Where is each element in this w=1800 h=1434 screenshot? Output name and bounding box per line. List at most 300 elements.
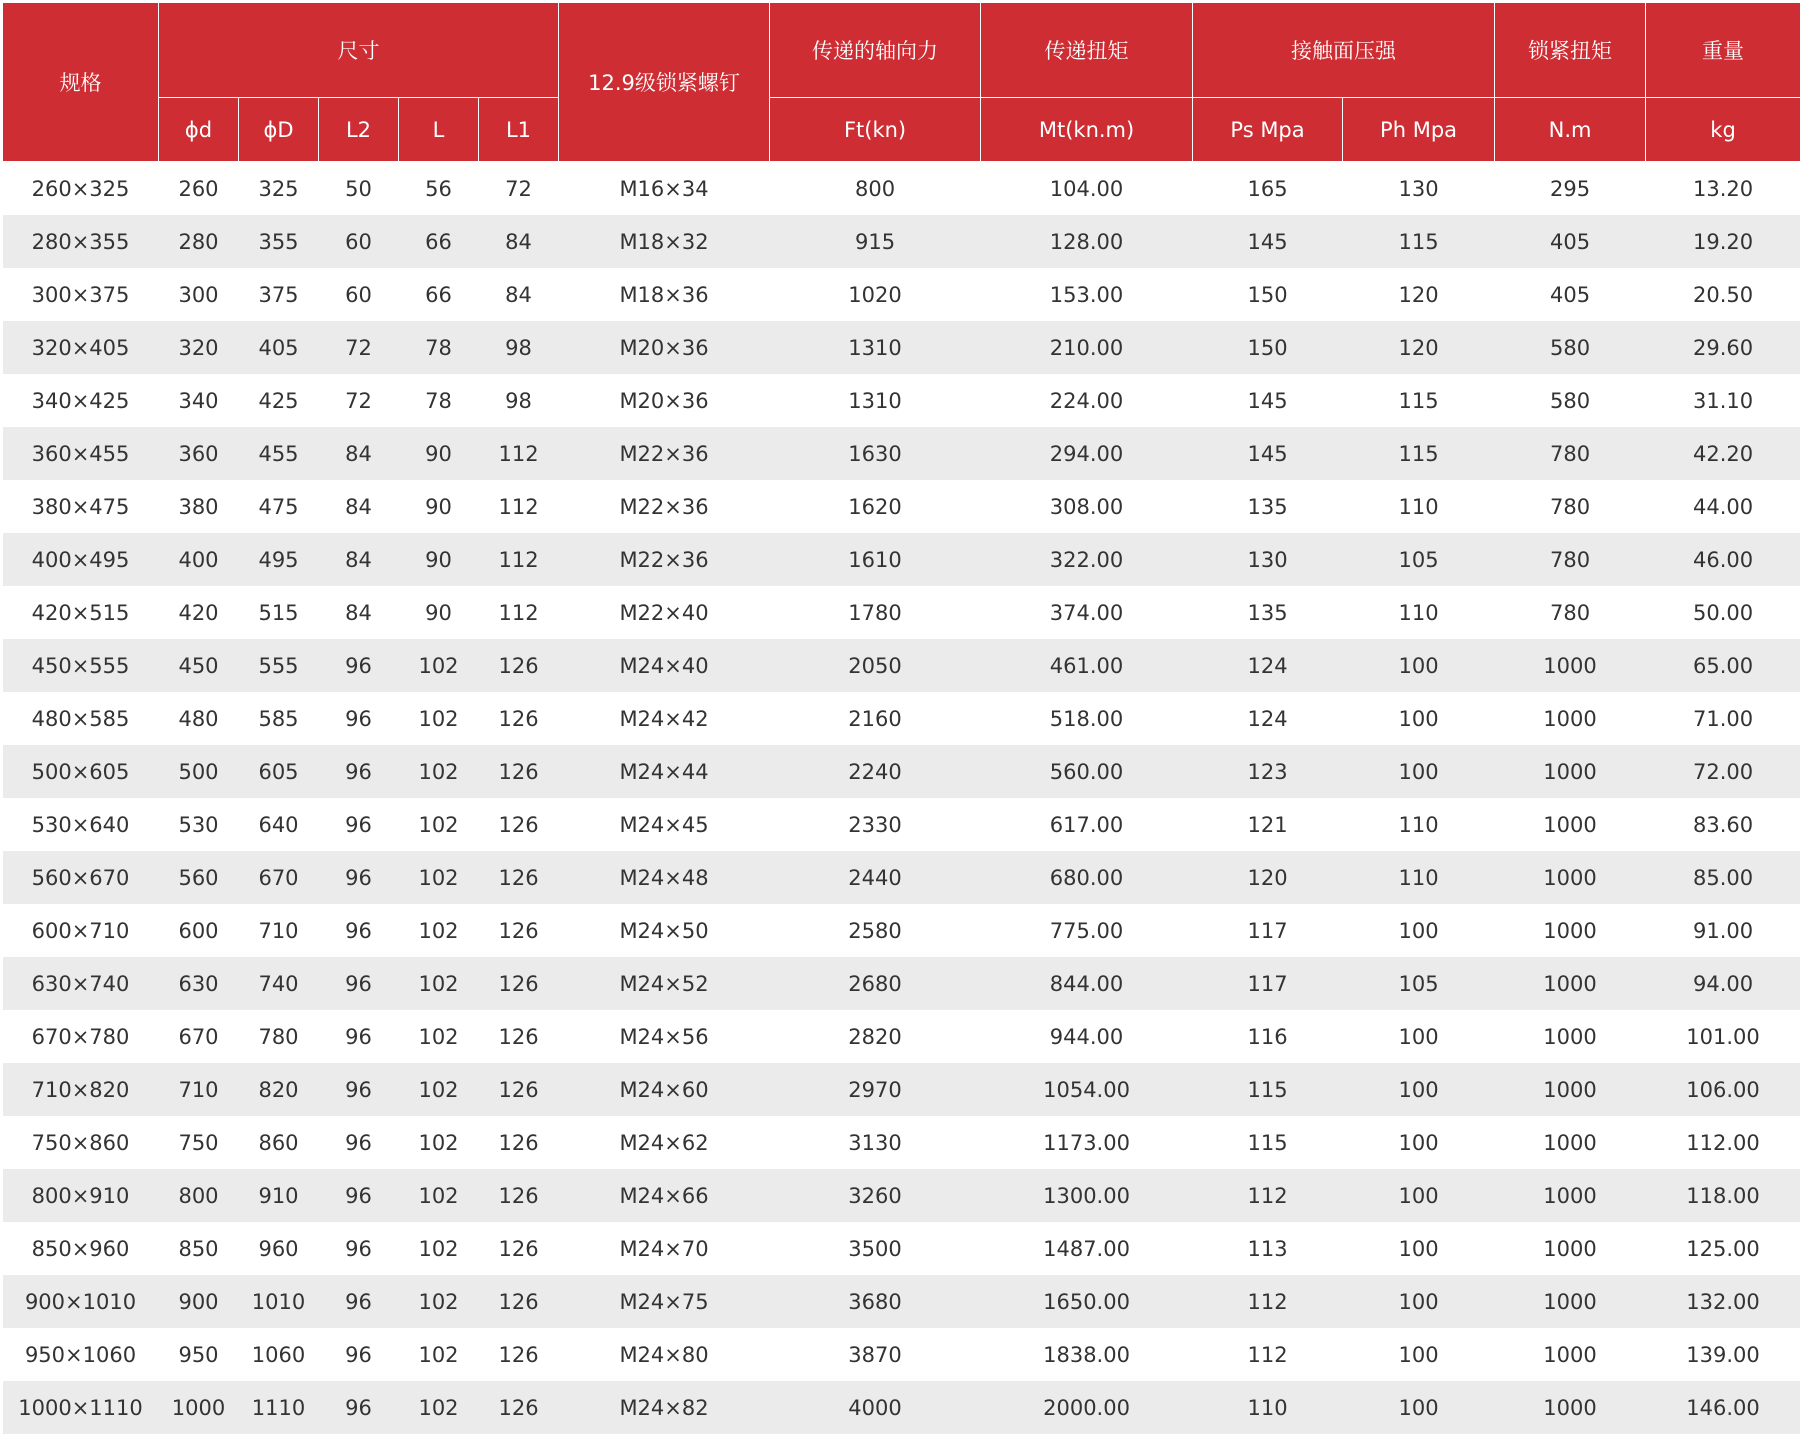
cell-locking-torque: 580 [1495, 374, 1646, 427]
cell-L: 102 [399, 957, 479, 1010]
cell-L2: 96 [319, 1381, 399, 1434]
cell-ph: 120 [1343, 321, 1495, 374]
cell-L: 90 [399, 427, 479, 480]
cell-mt: 2000.00 [981, 1381, 1193, 1434]
header-sub-L1: L1 [479, 98, 559, 162]
cell-bolt: M22×40 [559, 586, 770, 639]
cell-weight: 19.20 [1646, 215, 1800, 268]
cell-L1: 112 [479, 480, 559, 533]
cell-ps: 130 [1193, 533, 1343, 586]
cell-ft: 1630 [770, 427, 981, 480]
cell-mt: 1487.00 [981, 1222, 1193, 1275]
cell-ps: 112 [1193, 1169, 1343, 1222]
cell-L1: 126 [479, 904, 559, 957]
cell-ft: 1610 [770, 533, 981, 586]
table-row [3, 1169, 1800, 1222]
cell-L: 102 [399, 798, 479, 851]
cell-locking-torque: 780 [1495, 533, 1646, 586]
cell-locking-torque: 405 [1495, 268, 1646, 321]
cell-ft: 1310 [770, 321, 981, 374]
cell-spec: 450×555 [3, 639, 159, 692]
cell-ft: 2160 [770, 692, 981, 745]
table-row [3, 1116, 1800, 1169]
cell-D: 1010 [239, 1275, 319, 1328]
cell-locking-torque: 780 [1495, 480, 1646, 533]
cell-ft: 800 [770, 162, 981, 216]
cell-L: 90 [399, 586, 479, 639]
cell-locking-torque: 1000 [1495, 1169, 1646, 1222]
cell-spec: 560×670 [3, 851, 159, 904]
cell-ft: 2240 [770, 745, 981, 798]
cell-ft: 2050 [770, 639, 981, 692]
cell-L: 102 [399, 1169, 479, 1222]
cell-weight: 50.00 [1646, 586, 1800, 639]
cell-locking-torque: 1000 [1495, 692, 1646, 745]
cell-L: 102 [399, 1222, 479, 1275]
cell-locking-torque: 1000 [1495, 851, 1646, 904]
cell-spec: 710×820 [3, 1063, 159, 1116]
cell-ps: 145 [1193, 374, 1343, 427]
cell-ps: 112 [1193, 1275, 1343, 1328]
cell-L: 90 [399, 480, 479, 533]
cell-ft: 3500 [770, 1222, 981, 1275]
cell-mt: 1650.00 [981, 1275, 1193, 1328]
table-row [3, 1381, 1800, 1434]
cell-D: 515 [239, 586, 319, 639]
cell-weight: 91.00 [1646, 904, 1800, 957]
cell-weight: 71.00 [1646, 692, 1800, 745]
cell-d: 800 [159, 1169, 239, 1222]
cell-mt: 308.00 [981, 480, 1193, 533]
cell-L1: 98 [479, 374, 559, 427]
cell-weight: 29.60 [1646, 321, 1800, 374]
cell-L1: 126 [479, 1222, 559, 1275]
cell-d: 630 [159, 957, 239, 1010]
cell-L2: 96 [319, 851, 399, 904]
cell-spec: 380×475 [3, 480, 159, 533]
cell-D: 780 [239, 1010, 319, 1063]
cell-spec: 950×1060 [3, 1328, 159, 1381]
cell-ph: 100 [1343, 904, 1495, 957]
cell-d: 950 [159, 1328, 239, 1381]
cell-bolt: M24×60 [559, 1063, 770, 1116]
cell-L1: 126 [479, 798, 559, 851]
cell-D: 860 [239, 1116, 319, 1169]
cell-ph: 100 [1343, 1169, 1495, 1222]
table-row [3, 851, 1800, 904]
cell-bolt: M24×52 [559, 957, 770, 1010]
cell-L1: 72 [479, 162, 559, 216]
cell-spec: 800×910 [3, 1169, 159, 1222]
cell-ps: 124 [1193, 639, 1343, 692]
cell-D: 475 [239, 480, 319, 533]
header-row-top [3, 3, 1800, 98]
cell-spec: 500×605 [3, 745, 159, 798]
cell-D: 960 [239, 1222, 319, 1275]
cell-mt: 374.00 [981, 586, 1193, 639]
cell-L2: 96 [319, 1328, 399, 1381]
cell-d: 420 [159, 586, 239, 639]
cell-mt: 461.00 [981, 639, 1193, 692]
header-bolt: 12.9级锁紧螺钉 [559, 3, 770, 162]
table-row [3, 1222, 1800, 1275]
cell-ph: 110 [1343, 851, 1495, 904]
cell-locking-torque: 1000 [1495, 1063, 1646, 1116]
cell-weight: 125.00 [1646, 1222, 1800, 1275]
cell-bolt: M24×40 [559, 639, 770, 692]
cell-mt: 104.00 [981, 162, 1193, 216]
cell-locking-torque: 1000 [1495, 745, 1646, 798]
cell-L: 102 [399, 1381, 479, 1434]
cell-L2: 84 [319, 480, 399, 533]
cell-ft: 4000 [770, 1381, 981, 1434]
cell-L2: 72 [319, 321, 399, 374]
cell-D: 1110 [239, 1381, 319, 1434]
cell-bolt: M18×32 [559, 215, 770, 268]
cell-mt: 128.00 [981, 215, 1193, 268]
cell-ph: 110 [1343, 480, 1495, 533]
spec-table [2, 2, 1800, 1434]
cell-ph: 100 [1343, 1116, 1495, 1169]
cell-locking-torque: 1000 [1495, 1010, 1646, 1063]
cell-ps: 145 [1193, 427, 1343, 480]
cell-bolt: M18×36 [559, 268, 770, 321]
cell-D: 425 [239, 374, 319, 427]
cell-L1: 126 [479, 1116, 559, 1169]
cell-ph: 105 [1343, 533, 1495, 586]
table-row [3, 1010, 1800, 1063]
table-row [3, 533, 1800, 586]
cell-ph: 100 [1343, 1381, 1495, 1434]
cell-ph: 105 [1343, 957, 1495, 1010]
cell-spec: 480×585 [3, 692, 159, 745]
cell-spec: 900×1010 [3, 1275, 159, 1328]
cell-L: 102 [399, 639, 479, 692]
cell-spec: 280×355 [3, 215, 159, 268]
cell-bolt: M24×48 [559, 851, 770, 904]
cell-spec: 340×425 [3, 374, 159, 427]
cell-L1: 126 [479, 1010, 559, 1063]
cell-L2: 96 [319, 1222, 399, 1275]
cell-weight: 146.00 [1646, 1381, 1800, 1434]
cell-L2: 96 [319, 692, 399, 745]
cell-L: 102 [399, 1275, 479, 1328]
cell-L1: 126 [479, 1063, 559, 1116]
cell-bolt: M22×36 [559, 533, 770, 586]
cell-L: 102 [399, 745, 479, 798]
cell-ph: 100 [1343, 1010, 1495, 1063]
cell-locking-torque: 1000 [1495, 957, 1646, 1010]
cell-locking-torque: 1000 [1495, 1381, 1646, 1434]
cell-L2: 60 [319, 268, 399, 321]
cell-weight: 20.50 [1646, 268, 1800, 321]
cell-ph: 100 [1343, 1328, 1495, 1381]
cell-L2: 96 [319, 1063, 399, 1116]
cell-weight: 132.00 [1646, 1275, 1800, 1328]
cell-locking-torque: 1000 [1495, 904, 1646, 957]
cell-ft: 1310 [770, 374, 981, 427]
table-row [3, 321, 1800, 374]
cell-ft: 2820 [770, 1010, 981, 1063]
cell-L1: 126 [479, 1328, 559, 1381]
cell-L: 102 [399, 1116, 479, 1169]
cell-locking-torque: 405 [1495, 215, 1646, 268]
header-sub-mt: Mt(kn.m) [981, 98, 1193, 162]
header-sub-kg: kg [1646, 98, 1800, 162]
cell-locking-torque: 580 [1495, 321, 1646, 374]
cell-mt: 1173.00 [981, 1116, 1193, 1169]
header-spec: 规格 [3, 3, 159, 162]
cell-L1: 126 [479, 851, 559, 904]
header-sub-ph: Ph Mpa [1343, 98, 1495, 162]
cell-d: 850 [159, 1222, 239, 1275]
cell-weight: 106.00 [1646, 1063, 1800, 1116]
cell-ft: 2680 [770, 957, 981, 1010]
cell-spec: 420×515 [3, 586, 159, 639]
cell-ps: 135 [1193, 480, 1343, 533]
cell-ps: 115 [1193, 1116, 1343, 1169]
cell-ps: 120 [1193, 851, 1343, 904]
cell-d: 300 [159, 268, 239, 321]
cell-L1: 112 [479, 427, 559, 480]
cell-L1: 126 [479, 1275, 559, 1328]
cell-weight: 72.00 [1646, 745, 1800, 798]
cell-L1: 84 [479, 215, 559, 268]
cell-weight: 13.20 [1646, 162, 1800, 216]
cell-L2: 84 [319, 427, 399, 480]
cell-L: 102 [399, 1328, 479, 1381]
cell-locking-torque: 1000 [1495, 639, 1646, 692]
cell-bolt: M24×44 [559, 745, 770, 798]
cell-L2: 60 [319, 215, 399, 268]
cell-d: 530 [159, 798, 239, 851]
cell-bolt: M20×36 [559, 321, 770, 374]
header-locking-torque: 锁紧扭矩 [1495, 3, 1646, 98]
cell-mt: 680.00 [981, 851, 1193, 904]
header-weight: 重量 [1646, 3, 1800, 98]
cell-ph: 110 [1343, 798, 1495, 851]
cell-L2: 72 [319, 374, 399, 427]
cell-mt: 224.00 [981, 374, 1193, 427]
cell-ps: 135 [1193, 586, 1343, 639]
cell-locking-torque: 780 [1495, 427, 1646, 480]
cell-bolt: M24×56 [559, 1010, 770, 1063]
cell-locking-torque: 295 [1495, 162, 1646, 216]
cell-weight: 139.00 [1646, 1328, 1800, 1381]
header-sub-ps: Ps Mpa [1193, 98, 1343, 162]
cell-ps: 150 [1193, 268, 1343, 321]
cell-D: 585 [239, 692, 319, 745]
cell-bolt: M24×66 [559, 1169, 770, 1222]
header-sub-L: L [399, 98, 479, 162]
cell-mt: 617.00 [981, 798, 1193, 851]
cell-L1: 126 [479, 745, 559, 798]
cell-ft: 915 [770, 215, 981, 268]
cell-L2: 84 [319, 586, 399, 639]
table-row [3, 374, 1800, 427]
cell-bolt: M24×70 [559, 1222, 770, 1275]
cell-ph: 100 [1343, 692, 1495, 745]
cell-ph: 100 [1343, 639, 1495, 692]
cell-mt: 1838.00 [981, 1328, 1193, 1381]
cell-D: 710 [239, 904, 319, 957]
cell-spec: 630×740 [3, 957, 159, 1010]
cell-d: 710 [159, 1063, 239, 1116]
cell-bolt: M24×82 [559, 1381, 770, 1434]
cell-L2: 84 [319, 533, 399, 586]
table-row [3, 162, 1800, 216]
cell-mt: 518.00 [981, 692, 1193, 745]
header-torque: 传递扭矩 [981, 3, 1193, 98]
cell-ps: 123 [1193, 745, 1343, 798]
cell-spec: 530×640 [3, 798, 159, 851]
cell-ft: 1780 [770, 586, 981, 639]
cell-ft: 2970 [770, 1063, 981, 1116]
cell-d: 280 [159, 215, 239, 268]
cell-bolt: M24×50 [559, 904, 770, 957]
cell-d: 450 [159, 639, 239, 692]
cell-spec: 360×455 [3, 427, 159, 480]
cell-weight: 118.00 [1646, 1169, 1800, 1222]
cell-L: 90 [399, 533, 479, 586]
cell-locking-torque: 1000 [1495, 1275, 1646, 1328]
cell-ps: 116 [1193, 1010, 1343, 1063]
cell-ph: 100 [1343, 1275, 1495, 1328]
cell-mt: 210.00 [981, 321, 1193, 374]
cell-L: 66 [399, 268, 479, 321]
cell-ft: 1620 [770, 480, 981, 533]
cell-bolt: M20×36 [559, 374, 770, 427]
cell-spec: 260×325 [3, 162, 159, 216]
table-row [3, 904, 1800, 957]
cell-d: 900 [159, 1275, 239, 1328]
cell-ph: 100 [1343, 1063, 1495, 1116]
cell-L1: 126 [479, 692, 559, 745]
cell-ps: 150 [1193, 321, 1343, 374]
cell-spec: 400×495 [3, 533, 159, 586]
cell-ps: 124 [1193, 692, 1343, 745]
cell-ft: 2330 [770, 798, 981, 851]
cell-ps: 115 [1193, 1063, 1343, 1116]
table-row [3, 692, 1800, 745]
header-axial-force: 传递的轴向力 [770, 3, 981, 98]
cell-L: 102 [399, 1010, 479, 1063]
cell-locking-torque: 1000 [1495, 1222, 1646, 1275]
cell-L2: 96 [319, 798, 399, 851]
table-body [3, 162, 1800, 1434]
header-sub-nm: N.m [1495, 98, 1646, 162]
cell-L2: 96 [319, 904, 399, 957]
cell-mt: 844.00 [981, 957, 1193, 1010]
header-size: 尺寸 [159, 3, 559, 98]
header-row-sub [3, 98, 1800, 162]
cell-L: 56 [399, 162, 479, 216]
cell-ft: 1020 [770, 268, 981, 321]
cell-D: 1060 [239, 1328, 319, 1381]
cell-d: 750 [159, 1116, 239, 1169]
cell-D: 495 [239, 533, 319, 586]
cell-L1: 112 [479, 533, 559, 586]
cell-spec: 600×710 [3, 904, 159, 957]
cell-d: 380 [159, 480, 239, 533]
cell-d: 480 [159, 692, 239, 745]
cell-d: 400 [159, 533, 239, 586]
cell-ft: 2440 [770, 851, 981, 904]
cell-locking-torque: 1000 [1495, 1116, 1646, 1169]
cell-ph: 100 [1343, 1222, 1495, 1275]
cell-ph: 110 [1343, 586, 1495, 639]
cell-L1: 112 [479, 586, 559, 639]
cell-L1: 126 [479, 1381, 559, 1434]
cell-bolt: M24×42 [559, 692, 770, 745]
cell-ps: 113 [1193, 1222, 1343, 1275]
cell-L2: 96 [319, 1169, 399, 1222]
header-contact-pressure: 接触面压强 [1193, 3, 1495, 98]
cell-weight: 44.00 [1646, 480, 1800, 533]
cell-weight: 101.00 [1646, 1010, 1800, 1063]
cell-D: 820 [239, 1063, 319, 1116]
table-row [3, 798, 1800, 851]
cell-spec: 750×860 [3, 1116, 159, 1169]
cell-L: 102 [399, 1063, 479, 1116]
cell-weight: 65.00 [1646, 639, 1800, 692]
cell-L1: 98 [479, 321, 559, 374]
cell-bolt: M24×80 [559, 1328, 770, 1381]
cell-ps: 117 [1193, 904, 1343, 957]
cell-ps: 121 [1193, 798, 1343, 851]
table-row [3, 639, 1800, 692]
cell-ps: 117 [1193, 957, 1343, 1010]
table-row [3, 1063, 1800, 1116]
cell-bolt: M22×36 [559, 480, 770, 533]
cell-bolt: M24×45 [559, 798, 770, 851]
cell-L1: 126 [479, 957, 559, 1010]
cell-mt: 322.00 [981, 533, 1193, 586]
cell-d: 600 [159, 904, 239, 957]
cell-mt: 775.00 [981, 904, 1193, 957]
header-sub-L2: L2 [319, 98, 399, 162]
table-row [3, 215, 1800, 268]
cell-D: 555 [239, 639, 319, 692]
cell-L: 102 [399, 692, 479, 745]
cell-D: 405 [239, 321, 319, 374]
cell-ps: 145 [1193, 215, 1343, 268]
table-row [3, 586, 1800, 639]
table-row [3, 427, 1800, 480]
cell-ph: 115 [1343, 427, 1495, 480]
cell-mt: 1054.00 [981, 1063, 1193, 1116]
cell-mt: 944.00 [981, 1010, 1193, 1063]
cell-mt: 1300.00 [981, 1169, 1193, 1222]
cell-locking-torque: 780 [1495, 586, 1646, 639]
cell-weight: 85.00 [1646, 851, 1800, 904]
cell-D: 605 [239, 745, 319, 798]
cell-L: 66 [399, 215, 479, 268]
cell-weight: 46.00 [1646, 533, 1800, 586]
cell-ft: 3130 [770, 1116, 981, 1169]
cell-L2: 96 [319, 745, 399, 798]
cell-spec: 670×780 [3, 1010, 159, 1063]
cell-d: 1000 [159, 1381, 239, 1434]
cell-d: 670 [159, 1010, 239, 1063]
header-sub-ft: Ft(kn) [770, 98, 981, 162]
cell-L: 78 [399, 321, 479, 374]
cell-weight: 42.20 [1646, 427, 1800, 480]
cell-ps: 112 [1193, 1328, 1343, 1381]
table-row [3, 1275, 1800, 1328]
cell-L1: 84 [479, 268, 559, 321]
cell-bolt: M22×36 [559, 427, 770, 480]
